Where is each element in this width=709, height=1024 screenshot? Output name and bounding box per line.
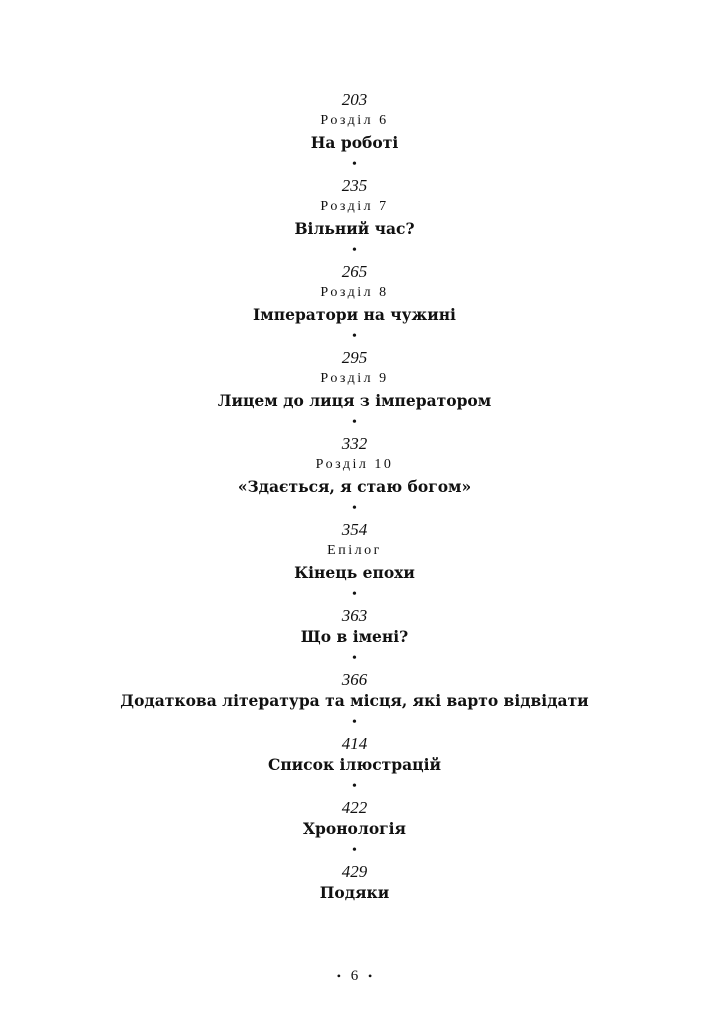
toc-entry-chronology[interactable]	[0, 798, 709, 840]
toc-entry-chapter-7[interactable]	[0, 176, 709, 240]
toc-separator: •	[352, 157, 357, 172]
toc-entry-title: Кінець епохи	[294, 563, 415, 582]
toc-entry-title: Подяки	[319, 883, 390, 902]
toc-entry-title: Список ілюстрацій	[267, 755, 441, 774]
toc-entry-further-reading[interactable]	[0, 670, 709, 712]
toc-entry-title: Що в імені?	[300, 627, 409, 646]
toc-entry-acknowledgements[interactable]	[0, 862, 709, 904]
toc-separator: •	[352, 779, 357, 794]
toc-page-number: 295	[341, 348, 368, 367]
toc-entry-title: «Здається, я стаю богом»	[237, 477, 472, 496]
folio-page-number: 6	[350, 968, 359, 984]
toc-entry-title: Імператори на чужині	[253, 305, 456, 324]
toc-separator: •	[352, 415, 357, 430]
toc-page-number: 332	[341, 434, 368, 453]
toc-separator: •	[352, 843, 357, 858]
toc-page-number: 354	[341, 520, 368, 539]
toc-entry-chapter-6[interactable]	[0, 90, 709, 154]
toc-entry-illustrations[interactable]	[0, 734, 709, 776]
toc-page-number: 265	[341, 262, 368, 281]
toc-page-number: 366	[341, 670, 368, 689]
toc-chapter-label: Розділ 10	[315, 457, 394, 472]
toc-chapter-label: Розділ 8	[320, 285, 389, 300]
toc-chapter-label: Розділ 7	[320, 199, 389, 214]
toc-chapter-label: Розділ 9	[320, 371, 389, 386]
toc-page-number: 235	[341, 176, 368, 195]
toc-entry-title: Додаткова література та місця, які варто відвідати	[120, 691, 589, 710]
toc-page-number: 203	[341, 90, 368, 109]
footer-dot-left: •	[336, 969, 341, 983]
toc-entry-chapter-9[interactable]	[0, 348, 709, 412]
toc-separator: •	[352, 243, 357, 258]
toc-separator: •	[352, 587, 357, 602]
footer-dot-right: •	[368, 969, 373, 983]
toc-entry-title: Лицем до лиця з імператором	[217, 391, 492, 410]
toc-entry-title: Хронологія	[303, 819, 406, 838]
toc-chapter-label: Розділ 6	[320, 113, 389, 128]
toc-entry-epilogue[interactable]	[0, 520, 709, 584]
page-footer	[0, 966, 709, 986]
table-of-contents	[0, 90, 709, 904]
toc-separator: •	[352, 329, 357, 344]
toc-page-number: 363	[341, 606, 368, 625]
toc-chapter-label: Епілог	[327, 543, 382, 558]
toc-page-number: 422	[341, 798, 368, 817]
toc-entry-chapter-8[interactable]	[0, 262, 709, 326]
toc-entry-chapter-10[interactable]	[0, 434, 709, 498]
toc-separator: •	[352, 501, 357, 516]
toc-page-number: 414	[341, 734, 368, 753]
toc-entry-title: На роботі	[310, 133, 399, 152]
toc-separator: •	[352, 651, 357, 666]
toc-entry-title: Вільний час?	[294, 219, 415, 238]
toc-entry-whats-in-a-name[interactable]	[0, 606, 709, 648]
toc-separator: •	[352, 715, 357, 730]
toc-page-number: 429	[341, 862, 368, 881]
